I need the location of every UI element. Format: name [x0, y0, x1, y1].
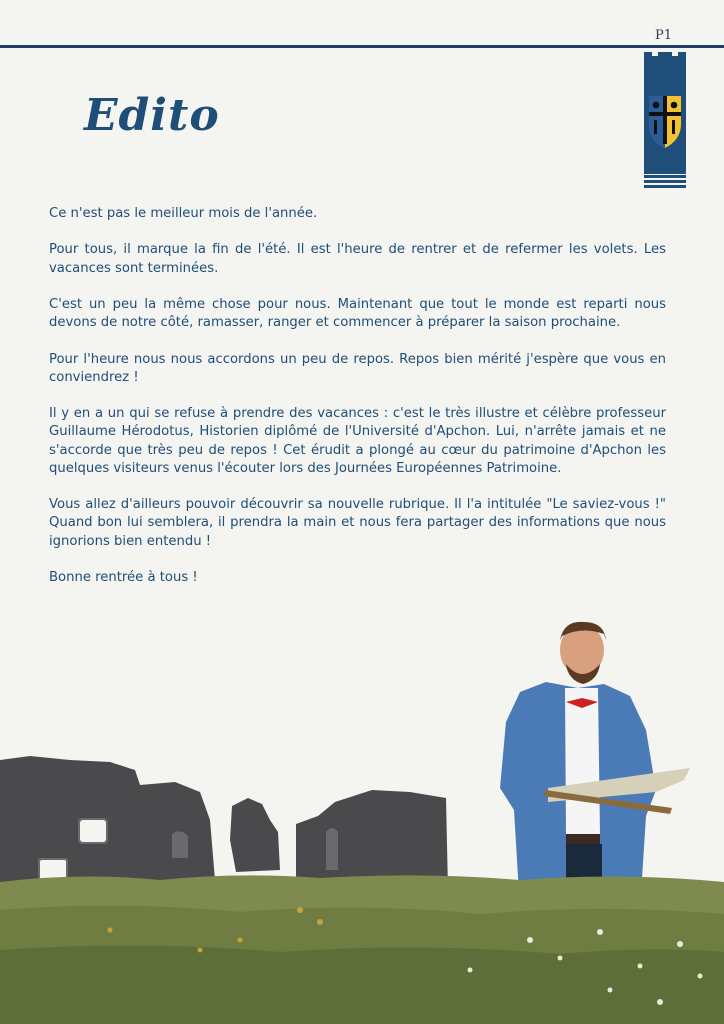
- editorial-body: [49, 205, 666, 605]
- page-number: P1: [654, 28, 672, 43]
- paragraph: Ce n'est pas le meilleur mois de l'année.: [49, 206, 318, 221]
- castle-ruins-illustration: [0, 610, 724, 1024]
- coat-of-arms-banner-icon: [642, 52, 688, 188]
- paragraph: Vous allez d'ailleurs pouvoir découvrir sa nouvelle rubrique. Il l'a intitulée "Le saviez-vous !" Quand bon lui semblera, il prendra la main et nous fera partager des informations que nous ignorions bien entendu !: [49, 497, 666, 549]
- paragraph: Il y en a un qui se refuse à prendre des vacances : c'est le très illustre et célèbre professeur Guillaume Hérodotus, Historien diplômé de l'Université d'Apchon. Lui, n'arrête jamais et ne s'accorde que très peu de repos ! Cet érudit a plongé au cœur du patrimoine d'Apchon les quelques visiteurs venus l'écouter lors des Journées Européennes Patrimoine.: [49, 406, 666, 476]
- page-title: Edito: [84, 90, 220, 141]
- paragraph: C'est un peu la même chose pour nous. Maintenant que tout le monde est reparti nous devons de notre côté, ramasser, ranger et commencer à préparer la saison prochaine.: [49, 296, 666, 331]
- top-rule: [0, 45, 724, 48]
- paragraph: Pour l'heure nous nous accordons un peu de repos. Repos bien mérité j'espère que vous en conviendrez !: [49, 351, 666, 385]
- paragraph: Pour tous, il marque la fin de l'été. Il est l'heure de rentrer et de refermer les volets. Les vacances sont terminées.: [49, 242, 666, 276]
- paragraph: Bonne rentrée à tous !: [49, 569, 198, 585]
